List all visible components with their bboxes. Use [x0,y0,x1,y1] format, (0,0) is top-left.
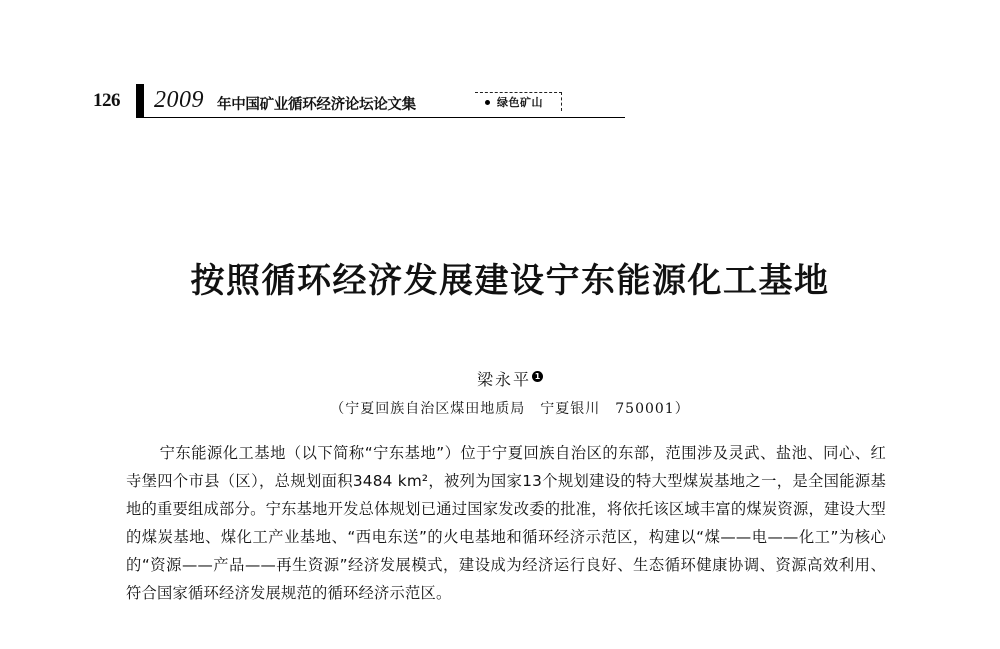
stamp-dot-icon [485,100,490,105]
green-mine-stamp [475,92,562,111]
header-bar [136,84,144,117]
header-rule [136,117,625,118]
author-name: 梁永平 [476,370,531,389]
header-year: 2009 [154,87,204,113]
author-affiliation: （宁夏回族自治区煤田地质局 宁夏银川 750001） [330,401,690,417]
author-line [10,367,1000,390]
page-number: 126 [93,90,120,111]
footnote-marker: 1 [532,371,543,382]
body-paragraph: 宁东能源化工基地（以下简称“宁东基地”）位于宁夏回族自治区的东部，范围涉及灵武、盐池、同心、红寺堡四个市县（区），总规划面积3484 km²，被列为国家13个规划建设的特大型煤炭基地之一，是全国能源基地的重要组成部分。宁东基地开发总体规划已通过国家发改委的批准，将依托该区域丰富的煤炭资源，建设大型的煤炭基地、煤化工产业基地、“西电东送”的火电基地和循环经济示范区，构建以“煤——电——化工”为核心的“资源——产品——再生资源”经济发展模式，建设成为经济运行良好、生态循环健康协调、资源高效利用、符合国家循环经济发展规范的循环经济示范区。 [126,444,886,602]
running-header [93,84,625,120]
article-title: 按照循环经济发展建设宁东能源化工基地 [190,261,830,301]
header-title: 年中国矿业循环经济论坛论文集 [217,97,416,113]
stamp-text: 绿色矿山 [497,96,543,109]
